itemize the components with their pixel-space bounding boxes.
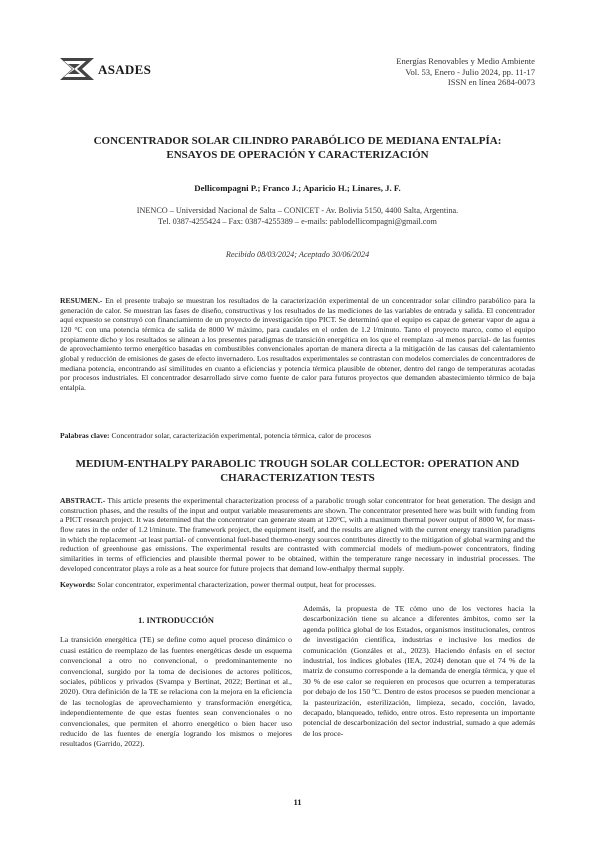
keywords-es (60, 431, 535, 441)
keywords-en (60, 580, 535, 590)
intro-right-column (303, 604, 535, 739)
abstract (60, 496, 535, 573)
received-dates: Recibido 08/03/2024; Aceptado 30/06/2024 (225, 250, 370, 259)
affiliation-line-1: INENCO – Universidad Nacional de Salta – CONICET - Av. Bolivia 5150, 4400 Salta, Argentina. (136, 206, 459, 215)
journal-name: Energías Renovables y Medio Ambiente (396, 56, 535, 66)
resumen (60, 296, 535, 393)
abstract-lead: ABSTRACT.- (60, 496, 106, 505)
org-name: ASADES (98, 62, 152, 77)
keywords-en-lead: Keywords: (60, 580, 96, 589)
keywords-es-text: Concentrador solar, caracterización experimental, potencia térmica, calor de procesos (109, 431, 372, 440)
intro-left-text: La transición energética (TE) se define como aquel proceso dinámico o cuasi estático de reemplazo de las fuentes energéticas desde un esquema convencional a otro no convencional, o predominantemente no convencional, surgido por la toma de decisiones de actores políticos, sociales, públicos y privados (Svampa y Bertinat, 2022; Bertinat et al., 2020). Otra definición de la TE se relaciona con la mejora en la eficiencia de las tecnologías de aprovechamiento y transformación energética, independientemente de que estas fuentes sean convencionales o no convencionales, que permiten el ahorro energético o bien hacer uso reducido de las fuentes de energía logrando los mismos o mejores resultados (Garrido, 2022). (60, 635, 292, 749)
title-es-line-2: ENSAYOS DE OPERACIÓN Y CARACTERIZACIÓN (166, 149, 429, 161)
title-en-line-1: MEDIUM-ENTHALPY PARABOLIC TROUGH SOLAR COLLECTOR: OPERATION AND (75, 458, 520, 470)
section-heading-introduccion: 1. INTRODUCCIÓN (138, 616, 214, 625)
title-en-line-2: CHARACTERIZATION TESTS (220, 472, 375, 484)
intro-left-column (60, 602, 292, 750)
abstract-text: This article presents the experimental characterization process of a parabolic trough solar concentrator for heat generation. The design and construction phases, and the results of the input and output variable measurements are shown. The concentrator presented here was built with funding from a PICT research project. It was determined that the concentrator can generate steam at 120°C, with a maximum thermal power output of 8000 W, for mass-flow rates in the order of 1.2 l/minute. The framework project, the equipment itself, and the results are aligned with the current energy transition paradigms in which the replacement -at least partial- of conventional fuel-based thermo-energy sources contributes directly to the mitigation of global warming and the reduction of greenhouse gas emissions. The experimental results are contrasted with commercial models of medium-power concentrators, finding similarities in terms of efficiencies and plausible thermal power to be obtained, within the temperature range necessary in industrial processes. The developed concentrator plays a role as a heat source for future projects that demand low-enthalpy thermal supply. (60, 496, 535, 573)
affiliation (60, 205, 535, 227)
keywords-en-text: Solar concentrator, experimental characterization, power thermal output, heat for processes. (95, 580, 376, 589)
title-es-line-1: CONCENTRADOR SOLAR CILINDRO PARABÓLICO DE MEDIANA ENTALPÍA: (93, 135, 502, 147)
page-number: 11 (293, 797, 302, 807)
journal-info (335, 56, 535, 88)
keywords-es-lead: Palabras clave: (60, 431, 110, 440)
resumen-lead: RESUMEN.- (60, 296, 103, 305)
paper-title-es (60, 134, 535, 162)
journal-issn: ISSN en línea 2684-0073 (447, 77, 535, 88)
resumen-text: En el presente trabajo se muestran los resultados de la caracterización experimental de un concentrador solar cilindro parabólico para la generación de calor. Se muestran las fases de diseño, constructivas y los resultados de las mediciones de las variables de entrada y salida. El concentrador aquí expuesto se construyó con financiamiento de un proyecto de investigación tipo PICT. Se determinó que el equipo es capaz de generar vapor de agua a 120 °C con una potencia térmica de salida de 8000 W máximo, para caudales en el orden de 1.2 l/minuto. Tanto el proyecto marco, como el equipo propiamente dicho y los resultados se alinean a los presentes paradigmas de transición energética en los que el reemplazo -al menos parcial- de las fuentes de aprovechamiento termo energético basadas en combustibles convencionales aportan de manera directa a la mitigación de las causas del calentamiento global y reducción de emisiones de gases de efecto invernadero. Los resultados experimentales se contrastan con modelos comerciales de concentradores de mediana potencia, encontrando así similitudes en cuanto a eficiencias y potencia térmica plausible de obtener, dentro del rango de temperaturas acotadas por procesos industriales. El concentrador desarrollado sirve como fuente de calor para futuros proyectos que demanden abastecimiento térmico de baja entalpía. (60, 296, 535, 392)
affiliation-line-2: Tel. 0387-4255424 – Fax: 0387-4255389 – e-mails: pablodellicompagni@gmail.com (158, 217, 437, 226)
asades-logo-icon (60, 58, 94, 80)
paper-title-en (60, 457, 535, 485)
authors: Dellicompagni P.; Franco J.; Aparicio H.; Linares, J. F. (194, 183, 401, 193)
intro-right-text: Además, la propuesta de TE cómo uno de los vectores hacia la descarbonización tiene su alcance a diferentes ámbitos, como ser la agenda política global de los Estados, organismos institucionales, centros de investigación científica, industrias e inclusive los medios de comunicación (Gonzáles et al., 2023). Haciendo énfasis en el sector industrial, los índices globales (IEA, 2024) denotan que el 74 % de la matriz de consumo corresponde a la demanda de energía térmica, y que el 30 % de ese calor se requieren en procesos que ocurren a temperaturas por debajo de los 150 ºC. Dentro de estos procesos se pueden mencionar a la pasteurización, esterilización, limpieza, secado, cocción, lavado, decapado, blanqueado, teñido, entre otros. Esto representa un importante potencial de descarbonización del sector industrial, sumado a que además de los proce- (303, 604, 535, 738)
journal-volume: Vol. 53, Enero - Julio 2024, pp. 11-17 (405, 66, 535, 77)
